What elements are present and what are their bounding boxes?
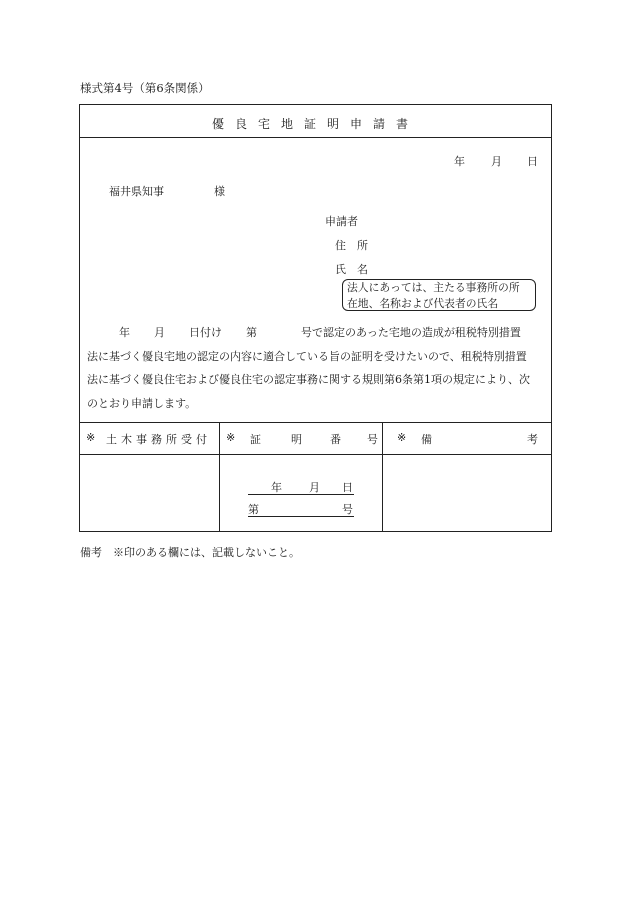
statement-month: 月 [154,326,165,339]
certificate-day: 日 [342,481,353,494]
cert-number-header-4: 号 [367,433,378,446]
column-divider-1 [219,422,220,531]
statement-line-2: 法に基づく優良宅地の認定の内容に適合している旨の証明を受けたいので、租税特別措置 [87,349,527,363]
remarks-mark: ※ [397,431,407,444]
application-statement [87,321,549,415]
cert-number-header-3: 番 [330,433,341,446]
remarks-header-2: 考 [527,433,538,446]
statement-line-1-rest: 号で認定のあった宅地の造成が租税特別措置 [301,326,521,339]
certificate-number-field [248,501,354,517]
form-number-label: 様式第4号（第6条関係） [80,81,210,95]
remarks-note: 備考 ※印のある欄には、記載しないこと。 [80,546,300,559]
certificate-date-field [248,479,354,495]
certificate-go: 号 [342,503,353,516]
corporate-note-line-2: 在地、名称および代表者の氏名 [347,297,499,310]
certificate-dai: 第 [248,503,259,516]
cert-number-header-2: 明 [291,433,302,446]
statement-line-3: 法に基づく優良住宅および優良住宅の認定事務に関する規則第6条第1項の規定により、次 [87,373,530,386]
statement-dai: 第 [246,326,257,339]
statement-line-4: のとおり申請します。 [87,396,197,410]
addressee-honorific: 様 [214,185,225,198]
name-label: 氏 名 [335,263,368,276]
cert-number-mark: ※ [226,431,236,444]
applicant-label: 申請者 [325,215,358,228]
column-divider-2 [382,422,383,531]
application-date-year: 年 [454,155,465,168]
form-title: 優良宅地証明申請書 [211,117,419,131]
reception-header: 土木事務所受付 [106,433,211,446]
addressee: 福井県知事 [109,185,164,198]
application-form-frame [79,104,552,532]
certificate-month: 月 [309,481,320,494]
corporate-note-line-1: 法人にあっては、主たる事務所の所 [347,281,520,294]
application-date-month: 月 [491,155,502,168]
address-label: 住 所 [335,239,368,252]
table-header-divider [80,454,551,455]
title-divider [80,137,551,138]
table-top-border [80,422,551,423]
cert-number-header-1: 証 [250,433,261,446]
certificate-year: 年 [271,481,282,494]
statement-year: 年 [119,326,130,339]
remarks-header-1: 備 [421,433,432,446]
statement-day-dated: 日付け [189,326,222,339]
reception-mark: ※ [86,431,96,444]
corporate-note [342,279,536,311]
statement-line-1 [87,321,549,345]
application-date-day: 日 [527,155,538,168]
